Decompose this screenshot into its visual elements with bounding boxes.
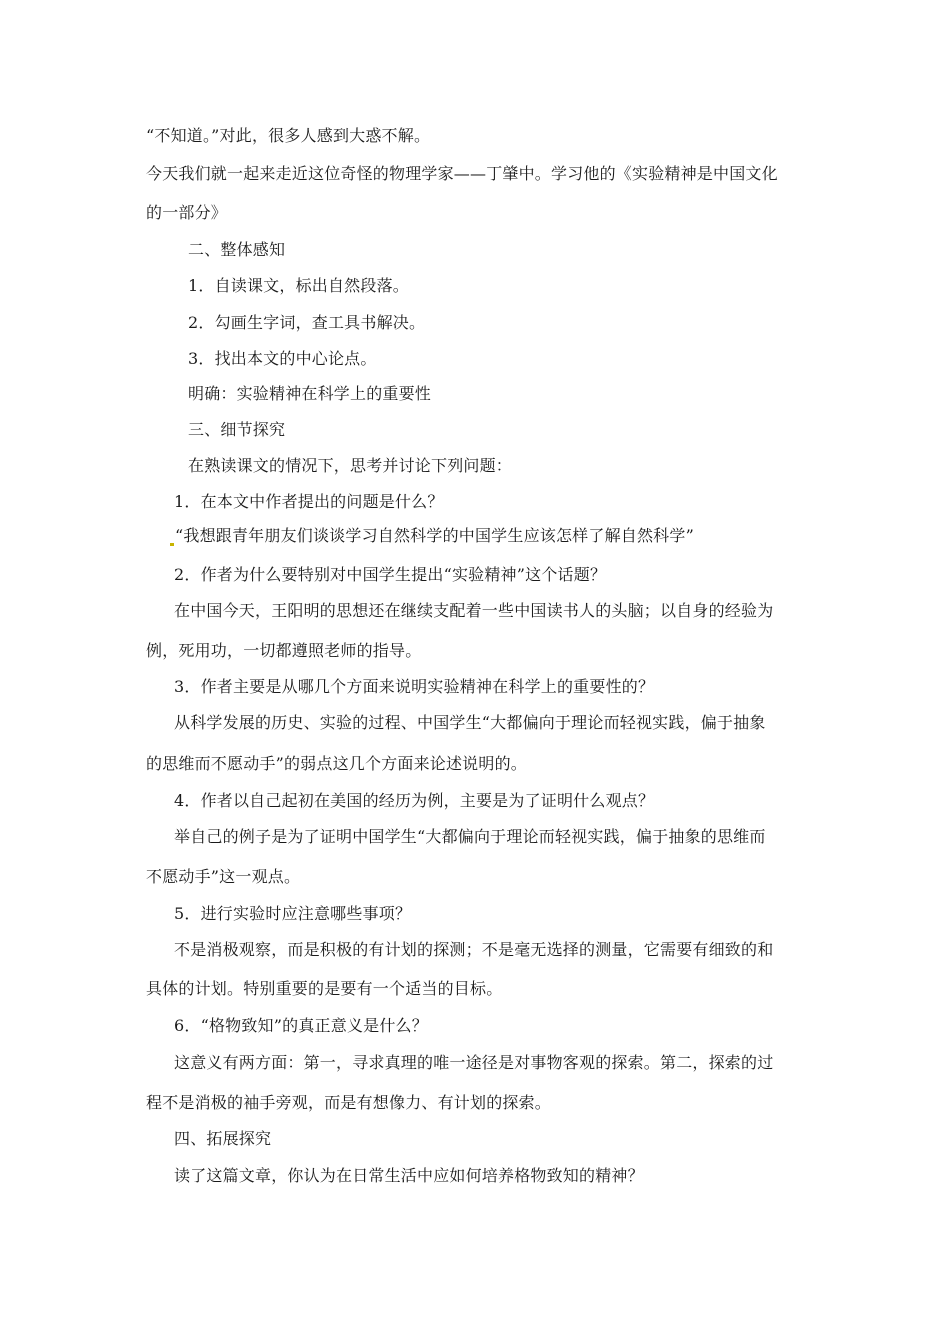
- text-line-2: 今天我们就一起来走近这位奇怪的物理学家——丁肇中。学习他的《实验精神是中国文化: [146, 164, 778, 183]
- answer-1: “我想跟青年朋友们谈谈学习自然科学的中国学生应该怎样了解自然科学”: [170, 526, 694, 546]
- answer-2-line-2: 例，死用功，一切都遵照老师的指导。: [146, 641, 422, 660]
- text-line-7: 3．找出本文的中心论点。: [188, 349, 377, 368]
- answer-3-line-2: 的思维而不愿动手”的弱点这几个方面来论述说明的。: [146, 754, 527, 773]
- question-2: 2．作者为什么要特别对中国学生提出“实验精神”这个话题？: [174, 565, 607, 584]
- question-6: 6．“格物致知”的真正意义是什么？: [174, 1016, 428, 1035]
- answer-4-line-1: 举自己的例子是为了证明中国学生“大都偏向于理论而轻视实践，偏于抽象的思维而: [174, 827, 766, 846]
- text-line-3: 的一部分》: [146, 203, 228, 222]
- text-line-1: “不知道。”对此，很多人感到大惑不解。: [146, 126, 431, 145]
- answer-5-line-1: 不是消极观察，而是积极的有计划的探测；不是毫无选择的测量，它需要有细致的和: [174, 940, 774, 959]
- text-line-5: 1．自读课文，标出自然段落。: [188, 276, 409, 295]
- question-4: 4．作者以自己起初在美国的经历为例，主要是为了证明什么观点？: [174, 791, 655, 810]
- text-line-6: 2．勾画生字词，查工具书解决。: [188, 313, 426, 332]
- section-heading-extension: 四、拓展探究: [174, 1129, 272, 1148]
- extension-question: 读了这篇文章，你认为在日常生活中应如何培养格物致知的精神？: [174, 1166, 644, 1185]
- annotation-mark: [170, 543, 174, 546]
- question-3: 3．作者主要是从哪几个方面来说明实验精神在科学上的重要性的？: [174, 677, 655, 696]
- answer-3-line-1: 从科学发展的历史、实验的过程、中国学生“大都偏向于理论而轻视实践，偏于抽象: [174, 713, 766, 732]
- text-line-8: 明确：实验精神在科学上的重要性: [188, 384, 432, 403]
- answer-6-line-1: 这意义有两方面：第一，寻求真理的唯一途径是对事物客观的探索。第二，探索的过: [174, 1053, 774, 1072]
- section-heading-overall: 二、整体感知: [188, 240, 286, 259]
- question-1: 1．在本文中作者提出的问题是什么？: [174, 492, 444, 511]
- question-5: 5．进行实验时应注意哪些事项？: [174, 904, 412, 923]
- text-line-10: 在熟读课文的情况下，思考并讨论下列问题：: [188, 456, 513, 475]
- answer-6-line-2: 程不是消极的袖手旁观，而是有想像力、有计划的探索。: [146, 1093, 552, 1112]
- answer-5-line-2: 具体的计划。特别重要的是要有一个适当的目标。: [146, 979, 503, 998]
- section-heading-detail: 三、细节探究: [188, 420, 286, 439]
- answer-4-line-2: 不愿动手”这一观点。: [146, 867, 301, 886]
- answer-2-line-1: 在中国今天，王阳明的思想还在继续支配着一些中国读书人的头脑；以自身的经验为: [174, 601, 774, 620]
